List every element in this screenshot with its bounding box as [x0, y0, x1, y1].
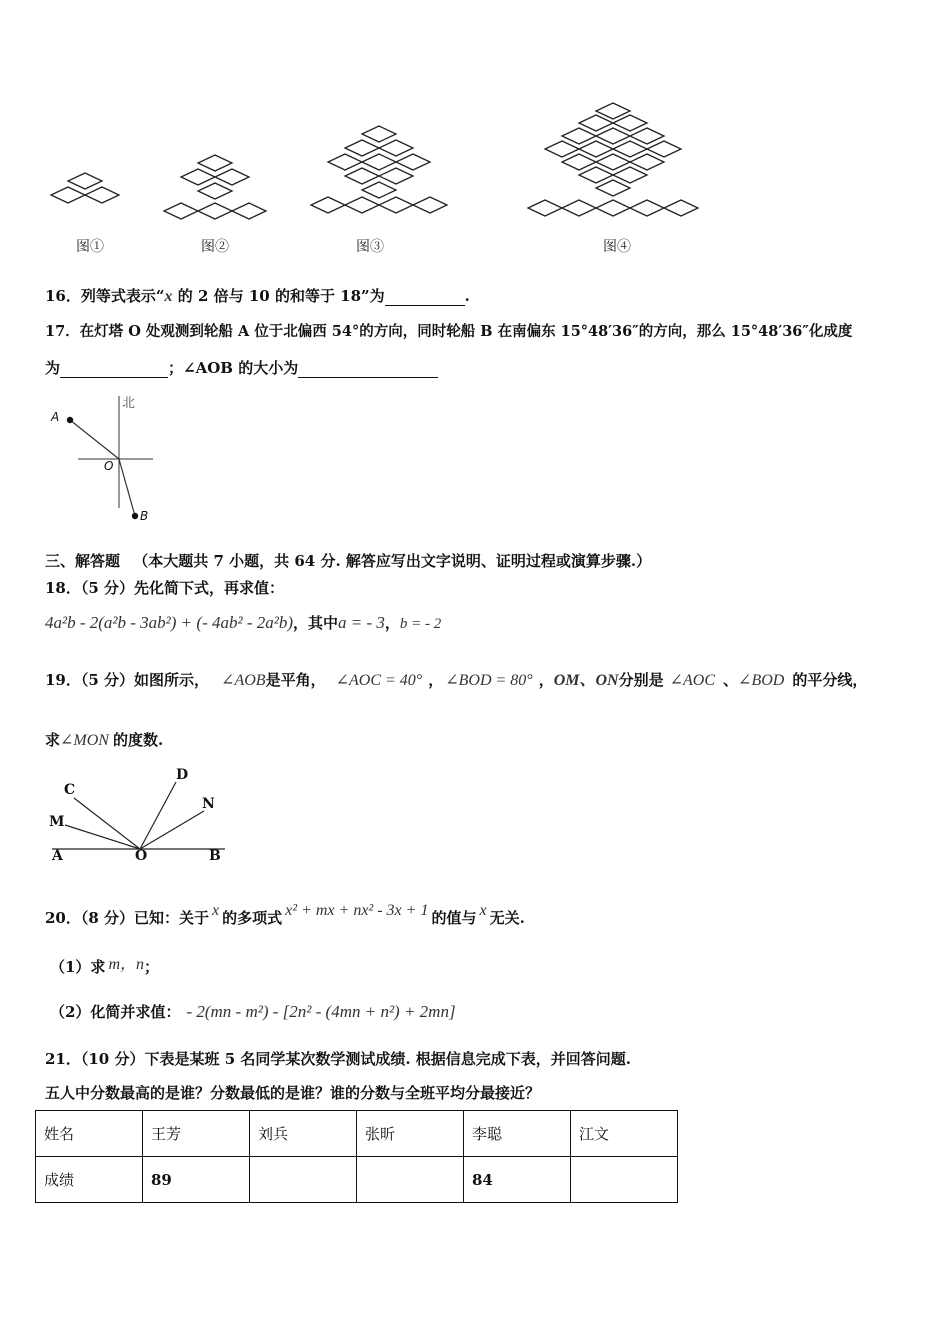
q20-part1-label: （1）求	[50, 958, 106, 976]
table-cell-score: 89	[143, 1157, 250, 1203]
q17-line1: 17．在灯塔 O 处观测到轮船 A 位于北偏西 54°的方向，同时轮船 B 在南偏东 15°48′36″的方向，那么 15°48′36″化成度	[45, 323, 853, 340]
q16-end: .	[464, 287, 470, 305]
q19-is-straight: 是平角，	[265, 671, 326, 689]
q20-prefix: 20．（8 分）已知：关于	[45, 909, 210, 927]
q16-text-suffix: 的 2 倍与 10 的和等于 18”为	[172, 287, 385, 305]
table-cell-header: 王芳	[143, 1111, 250, 1157]
q18-expression-line	[45, 612, 441, 633]
table-cell-header: 刘兵	[250, 1111, 357, 1157]
q19-angle-mon: ∠MON	[60, 732, 109, 749]
table-header-row	[36, 1111, 678, 1157]
q18-expression: 4a²b - 2(a²b - 3ab²) + (- 4ab² - 2a²b)	[45, 613, 293, 632]
q19-dun: 、	[723, 671, 739, 689]
q20-unrelated: 无关.	[489, 909, 525, 927]
q21-line2: 五人中分数最高的是谁？分数最低的是谁？谁的分数与全班平均分最接近？	[45, 1084, 541, 1102]
question-16	[45, 285, 470, 306]
q21-line1: 21．（10 分）下表是某班 5 名同学某次数学测试成绩. 根据信息完成下表，并回答问题.	[45, 1050, 632, 1068]
figure-2-diamonds	[164, 155, 266, 219]
q20-part2-label: （2）化简并求值：	[50, 1003, 181, 1021]
figure-1-diamonds	[51, 173, 119, 203]
table-cell-score-blank[interactable]	[571, 1157, 678, 1203]
scores-table	[35, 1110, 678, 1203]
figure-2-label: 图②	[201, 239, 229, 255]
q18-b-value: b = - 2	[399, 616, 442, 632]
q20-polynomial: x² + mx + nx² - 3x + 1	[285, 902, 429, 919]
q16-answer-blank[interactable]	[385, 291, 465, 306]
q19-angle-bod-2: ∠BOD	[738, 672, 785, 689]
q19-find-prefix: 求	[45, 731, 61, 749]
figure-1-label: 图①	[76, 239, 104, 255]
section-3-desc: （本大题共 7 小题，共 64 分. 解答应写出文字说明、证明过程或演算步骤.）	[133, 552, 652, 570]
q20-x-1: x	[212, 902, 220, 919]
q17-line2-prefix: 为	[45, 359, 61, 377]
table-cell-score-label: 成绩	[36, 1157, 143, 1203]
q19-comma-2: ，	[538, 671, 554, 689]
q20-line1	[45, 902, 525, 928]
ray-oc	[74, 798, 140, 849]
ray-oa	[70, 420, 119, 459]
q19-find-suffix: 的度数.	[112, 731, 164, 749]
q17-answer-blank-2[interactable]	[298, 363, 438, 378]
figure-3-diamonds	[311, 126, 447, 213]
q20-poly-of: 的多项式	[222, 909, 283, 927]
q20-part1	[50, 954, 159, 977]
label-d: D	[176, 767, 189, 783]
q16-var-x: x	[164, 288, 173, 305]
q18-where: ，其中	[293, 614, 339, 632]
label-o2: O	[135, 848, 148, 864]
ray-ob	[119, 459, 135, 516]
q18-sep: ，	[384, 614, 400, 632]
q20-x-2: x	[479, 902, 487, 919]
label-c: C	[64, 782, 76, 798]
q19-bisect: 分别是	[618, 671, 664, 689]
q19-prefix: 19．（5 分）如图所示，	[45, 671, 210, 689]
label-b2: B	[209, 848, 221, 864]
table-cell-header: 张昕	[357, 1111, 464, 1157]
ray-om	[65, 825, 140, 849]
figure-4-label: 图④	[603, 239, 631, 255]
table-cell-score-blank[interactable]	[250, 1157, 357, 1203]
label-a: A	[51, 410, 60, 424]
q20-part1-vars: m，n	[108, 956, 144, 973]
q19-angle-bod: ∠BOD = 80°	[445, 672, 533, 689]
q19-bisector: 的平分线，	[792, 671, 868, 689]
q18-title: 18．（5 分）先化简下式，再求值：	[45, 579, 285, 597]
q19-angle-aoc-2: ∠AOC	[669, 672, 716, 689]
label-m: M	[49, 814, 65, 830]
label-n: N	[202, 796, 215, 812]
q18-a-value: a = - 3	[338, 613, 385, 632]
q20-part1-end: ；	[144, 958, 160, 976]
table-score-row	[36, 1157, 678, 1203]
label-b: B	[140, 509, 149, 523]
q19-line2	[45, 729, 163, 750]
label-o: O	[104, 459, 114, 473]
table-cell-header: 江文	[571, 1111, 678, 1157]
q19-line1	[45, 667, 920, 690]
q19-angle-aoc: ∠AOC = 40°	[335, 672, 423, 689]
north-label: 北	[122, 396, 136, 411]
q16-text-prefix: 16．列等式表示“	[45, 287, 165, 305]
q19-om-on: OM、ON	[553, 672, 619, 689]
section-3-heading	[45, 550, 651, 571]
table-cell-header: 李聪	[464, 1111, 571, 1157]
q20-value-with: 的值与	[431, 909, 477, 927]
q17-answer-blank-1[interactable]	[60, 363, 168, 378]
q17-line2-mid: ；∠AOB 的大小为	[168, 359, 299, 377]
figure-3-label: 图③	[356, 239, 384, 255]
section-3-title: 三、解答题	[45, 552, 121, 570]
q19-angle-aob: ∠AOB	[221, 672, 266, 689]
q20-part2-expression: - 2(mn - m²) - [2n² - (4mn + n²) + 2mn]	[186, 1002, 456, 1021]
table-cell-score: 84	[464, 1157, 571, 1203]
q17-line2	[45, 357, 438, 378]
q19-comma-1: ，	[428, 671, 444, 689]
figure-4-diamonds	[528, 103, 698, 216]
q20-part2	[50, 1001, 456, 1022]
pattern-figures	[0, 0, 950, 230]
q17-compass-diagram	[40, 388, 200, 528]
point-b	[132, 513, 138, 519]
point-a	[67, 417, 73, 423]
table-cell-header: 姓名	[36, 1111, 143, 1157]
table-cell-score-blank[interactable]	[357, 1157, 464, 1203]
label-a2: A	[52, 848, 63, 864]
